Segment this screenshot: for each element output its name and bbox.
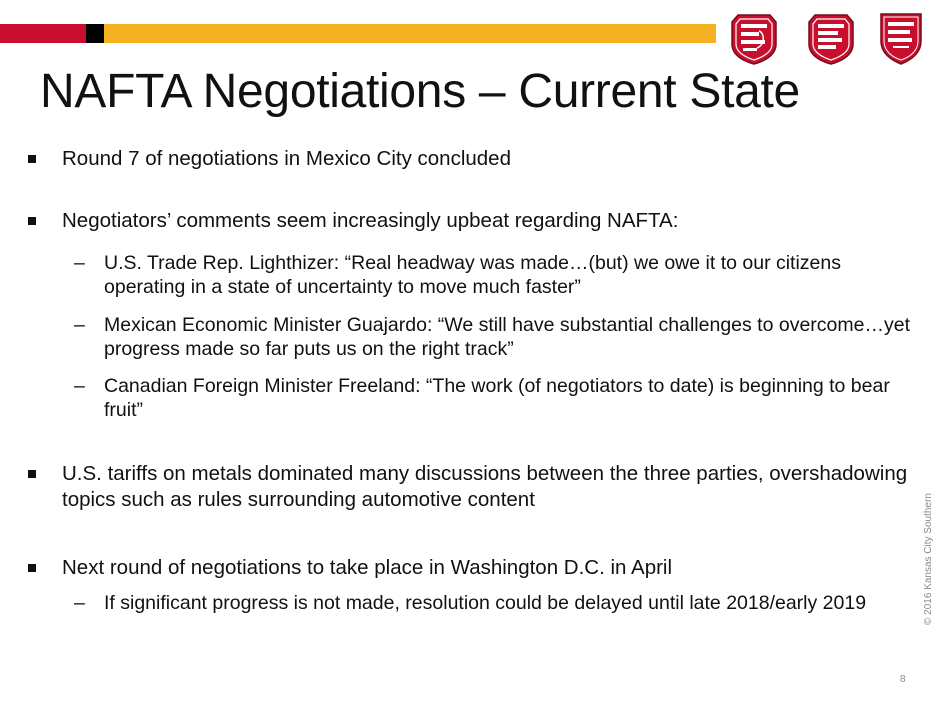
page-number: 8 [900, 674, 906, 685]
square-bullet-icon [28, 470, 36, 478]
bullet-text: Round 7 of negotiations in Mexico City concluded [62, 147, 511, 170]
bullet-text: Next round of negotiations to take place in Washington D.C. in April [62, 556, 673, 579]
dash-bullet-icon: – [74, 375, 85, 397]
sub-bullet-text: Canadian Foreign Minister Freeland: “The work (of negotiators to date) is beginning to bear fruit” [104, 375, 890, 421]
sub-bullet-lighthizer [74, 251, 914, 299]
sub-bullet-resolution-delay [74, 591, 914, 615]
slide-title: NAFTA Negotiations – Current State [40, 65, 800, 118]
bullet-next-round [28, 555, 908, 581]
header-black-bar [86, 24, 104, 43]
panama-canal-railway-logo [876, 11, 926, 65]
header-gold-bar [104, 24, 716, 43]
dash-bullet-icon: – [74, 592, 85, 614]
kansas-city-southern-de-mexico-logo [806, 11, 856, 65]
copyright-notice: © 2016 Kansas City Southern [923, 493, 934, 625]
sub-bullet-text: Mexican Economic Minister Guajardo: “We still have substantial challenges to overcome…yet progress made so far puts us on the right track” [104, 314, 910, 360]
bullet-us-tariffs [28, 461, 908, 513]
sub-bullet-text: If significant progress is not made, resolution could be delayed until late 2018/early 2019 [104, 592, 867, 614]
bullet-negotiators-comments [28, 208, 908, 234]
dash-bullet-icon: – [74, 252, 85, 274]
square-bullet-icon [28, 217, 36, 225]
sub-bullet-text: U.S. Trade Rep. Lighthizer: “Real headway was made…(but) we owe it to our citizens operating in a state of uncertainty to move much faster” [104, 252, 842, 298]
header-red-bar [0, 24, 86, 43]
sub-bullet-freeland [74, 374, 914, 422]
bullet-round-7 [28, 146, 908, 172]
sub-bullet-guajardo [74, 313, 914, 361]
bullet-text: Negotiators’ comments seem increasingly upbeat regarding NAFTA: [62, 209, 679, 232]
kansas-city-southern-lines-logo [729, 11, 779, 65]
bullet-text: U.S. tariffs on metals dominated many discussions between the three parties, overshadowing topics such as rules surrounding automotive content [62, 462, 908, 511]
dash-bullet-icon: – [74, 314, 85, 336]
square-bullet-icon [28, 155, 36, 163]
square-bullet-icon [28, 564, 36, 572]
